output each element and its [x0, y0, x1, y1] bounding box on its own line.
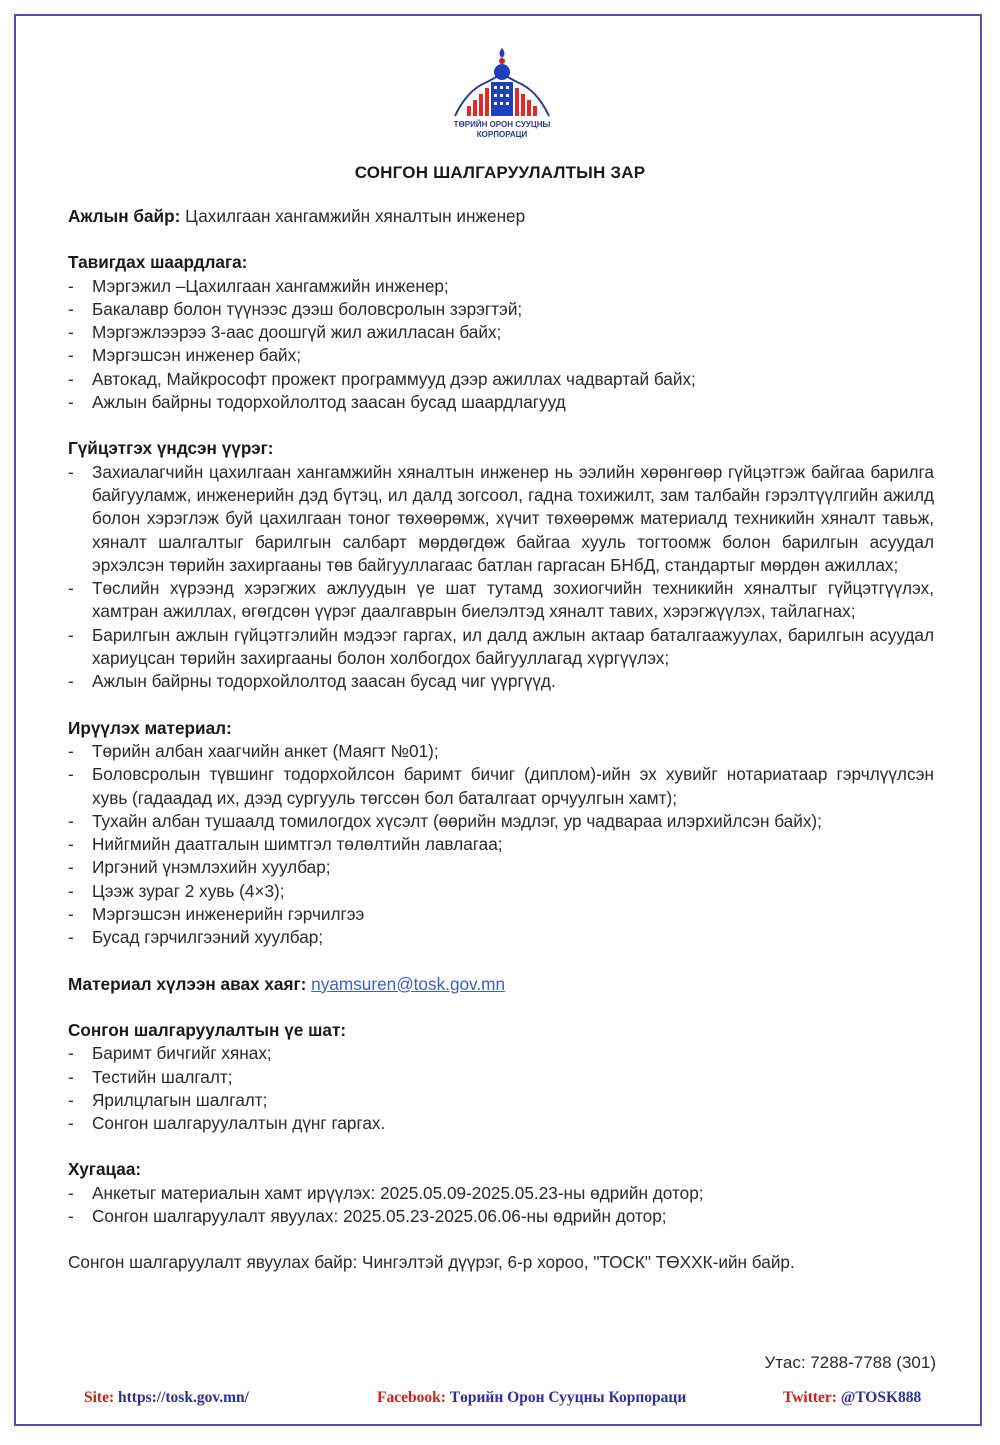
footer-facebook [377, 1389, 686, 1407]
list-item: - Мэргэжил –Цахилгаан хангамжийн инженер; [68, 275, 934, 298]
facebook-label: Facebook: [377, 1389, 446, 1406]
stages-heading: Сонгон шалгаруулалтын үе шат: [68, 1019, 347, 1040]
list-item: - Баримт бичгийг хянах; [68, 1042, 934, 1065]
duties-heading: Гүйцэтгэх үндсэн үүрэг: [68, 438, 274, 459]
requirements-heading: Тавигдах шаардлага: [68, 252, 248, 273]
contact-line [68, 973, 934, 996]
list-item: - Ярилцлагын шалгалт; [68, 1089, 934, 1112]
list-item: - Төрийн албан хаагчийн анкет (Маягт №01); [68, 740, 934, 763]
list-item: - Бусад гэрчилгээний хуулбар; [68, 926, 934, 949]
building-emblem-icon [447, 42, 557, 122]
deadline-list [68, 1182, 934, 1229]
list-item: - Мэргэшсэн инженер байх; [68, 344, 934, 367]
site-label: Site: [84, 1389, 115, 1406]
list-item: - Сонгон шалгаруулалт явуулах: 2025.05.23-2025.06.06-ны өдрийн дотор; [68, 1205, 934, 1228]
twitter-label: Twitter: [783, 1389, 837, 1406]
footer-site [84, 1389, 249, 1407]
duties-section [68, 437, 934, 693]
list-item: - Барилгын ажлын гүйцэтгэлийн мэдээг гаргах, ил далд ажлын актаар баталгаажуулах, барилгын асуудал хариуцсан төрийн захиргааны болон холбогдох байгууллагад хүргүүлэх; [68, 624, 934, 671]
logo-text-line2: КОРПОРАЦИ [476, 130, 528, 139]
deadline-section [68, 1158, 934, 1228]
list-item: - Нийгмийн даатгалын шимтгэл төлөлтийн лавлагаа; [68, 833, 934, 856]
list-item: - Тестийн шалгалт; [68, 1066, 934, 1089]
logo-caption [447, 120, 557, 140]
page-title: СОНГОН ШАЛГАРУУЛАЛТЫН ЗАР [354, 163, 646, 182]
tosk-logo [447, 42, 557, 154]
venue-text: Сонгон шалгаруулалт явуулах байр: Чингэлтэй дүүрэг, 6-р хороо, "ТОСК" ТӨХХК-ийн байр. [68, 1252, 795, 1273]
list-item: - Иргэний үнэмлэхийн хуулбар; [68, 856, 934, 879]
site-link[interactable]: https://tosk.gov.mn/ [118, 1389, 249, 1406]
materials-section [68, 717, 934, 950]
list-item: - Боловсролын түвшинг тодорхойлсон баримт бичиг (диплом)-ийн эх хувийг нотариатаар гэрчлүүлсэн хувь (гадаадад их, дээд сургууль төгссөн бол баталгаат орчуулгын хамт); [68, 763, 934, 810]
materials-list [68, 740, 934, 950]
footer-twitter [783, 1389, 921, 1407]
duties-list [68, 461, 934, 694]
list-item: - Анкетыг материалын хамт ирүүлэх: 2025.05.09-2025.05.23-ны өдрийн дотор; [68, 1182, 934, 1205]
list-item: - Автокад, Майкрософт прожект программууд дээр ажиллах чадвартай байх; [68, 368, 934, 391]
list-item: - Мэргэжлээрээ 3-аас доошгүй жил ажилласан байх; [68, 321, 934, 344]
document-body [68, 205, 934, 1275]
position-line [68, 205, 934, 228]
list-item: - Цээж зураг 2 хувь (4×3); [68, 880, 934, 903]
list-item: - Төслийн хүрээнд хэрэгжих ажлуудын үе шат тутамд зохиогчийн техникийн хяналтыг гүйцэтгүүлэх, хамтран ажиллах, өгөгдсөн үүрэг даалгаврын биелэлтэд хяналт тавих, хэрэгжүүлэх, тайлагнах; [68, 577, 934, 624]
list-item: - Сонгон шалгаруулалтын дүнг гаргах. [68, 1112, 934, 1135]
list-item: - Захиалагчийн цахилгаан хангамжийн хяналтын инженер нь ээлийн хөрөнгөөр гүйцэтгэж байгаа барилга байгууламж, инженерийн дэд бүтэц, ил далд зогсоол, гадна тохижилт, зам талбайн гэрэлтүүлгийн ажилд болон хэрэглэж буй цахилгаан тоног төхөөрөмж, хүчит төхөөрөмж материалд техникийн хяналт тавьж, хяналт шалгалтыг барилгын салбарт мөрдөгдөж байгаа хууль тогтоомж болон барилгын асуудал эрхэлсэн төрийн захиргааны төв байгууллагаас батлан гаргасан БНбД, стандартыг мөрдөн ажиллах; [68, 461, 934, 577]
phone-number: Утас: 7288-7788 (301) [764, 1353, 936, 1372]
logo-text-line1: ТӨРИЙН ОРОН СУУЦНЫ [453, 120, 551, 129]
deadline-heading: Хугацаа: [68, 1159, 142, 1180]
facebook-link[interactable]: Төрийн Орон Сууцны Корпораци [449, 1389, 687, 1406]
list-item: - Ажлын байрны тодорхойлолтод заасан бусад чиг үүргүүд. [68, 670, 934, 693]
requirements-list [68, 275, 934, 415]
stages-list [68, 1042, 934, 1135]
twitter-link[interactable]: @TOSK888 [840, 1389, 922, 1406]
list-item: - Ажлын байрны тодорхойлолтод заасан бусад шаардлагууд [68, 391, 934, 414]
stages-section [68, 1019, 934, 1135]
position-label: Ажлын байр: [68, 206, 181, 226]
contact-label: Материал хүлээн авах хаяг: [68, 973, 307, 994]
list-item: - Тухайн албан тушаалд томилогдох хүсэлт (өөрийн мэдлэг, ур чадвараа илэрхийлсэн байх); [68, 810, 934, 833]
position-value: Цахилгаан хангамжийн хяналтын инженер [185, 206, 526, 226]
list-item: - Бакалавр болон түүнээс дээш боловсролын зэрэгтэй; [68, 298, 934, 321]
materials-heading: Ирүүлэх материал: [68, 717, 232, 738]
contact-email-link[interactable]: nyamsuren@tosk.gov.mn [311, 973, 506, 994]
requirements-section [68, 251, 934, 414]
list-item: - Мэргэшсэн инженерийн гэрчилгээ [68, 903, 934, 926]
